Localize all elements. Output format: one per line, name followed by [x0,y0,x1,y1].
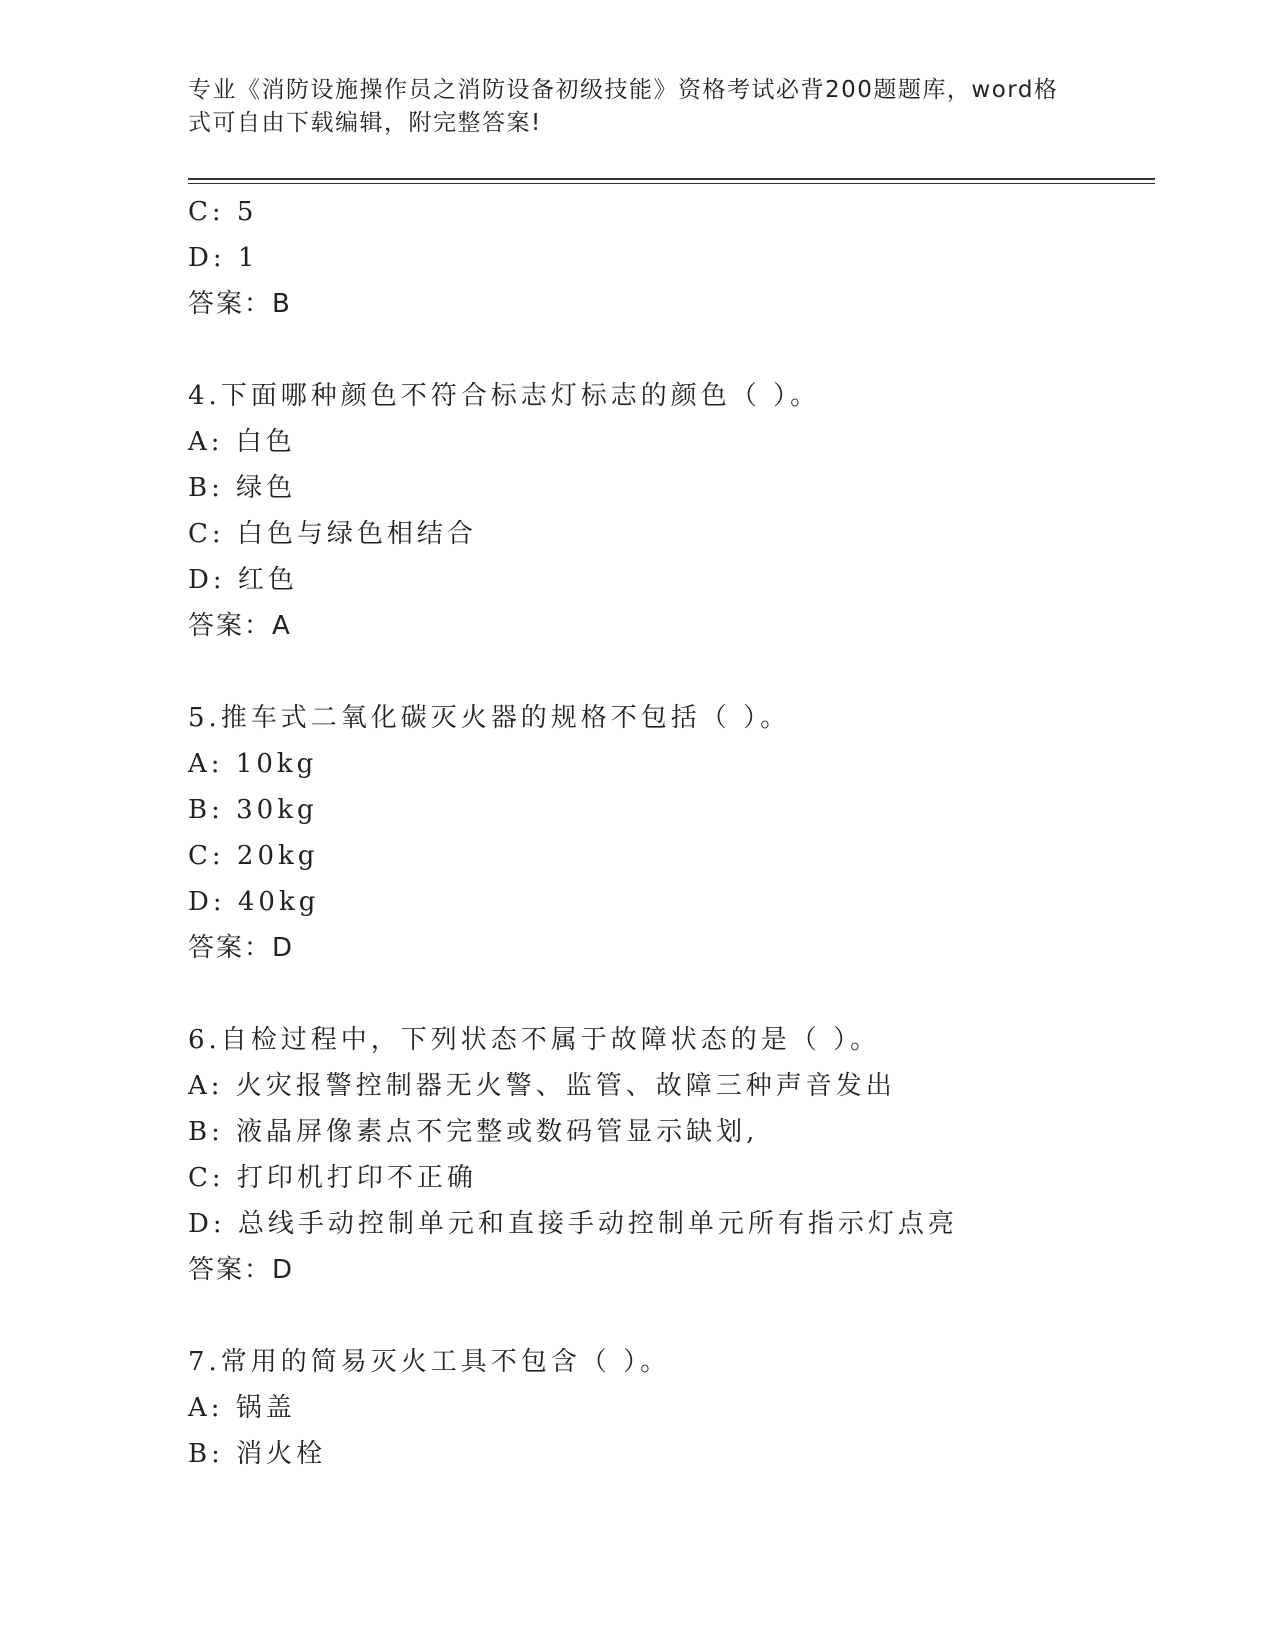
option-b: B: 消火栓 [188,1439,327,1469]
question-7 [188,1339,1148,1477]
option-c: C: 打印机打印不正确 [188,1163,477,1193]
option-d: D: 40kg [188,887,320,917]
question-5 [188,695,1148,971]
header-divider-thin [188,183,1155,184]
answer: 答案：D [188,1255,295,1285]
option-a: A: 10kg [188,749,318,779]
question-stem: 6.自检过程中，下列状态不属于故障状态的是（ ）。 [188,1025,881,1055]
answer: 答案：B [188,289,292,319]
option-a: A: 白色 [188,427,296,457]
option-b: B: 30kg [188,795,318,825]
answer: 答案：D [188,933,295,963]
header-divider [188,178,1155,180]
option-c: C: 白色与绿色相结合 [188,519,477,549]
question-stem: 5.推车式二氧化碳灭火器的规格不包括（ ）。 [188,703,791,733]
header-line-1: 专业《消防设施操作员之消防设备初级技能》资格考试必背200题题库，word格 [188,77,1059,103]
option-d: D: 1 [188,243,259,273]
answer: 答案：A [188,611,292,641]
question-6 [188,1017,1148,1293]
option-b: B: 绿色 [188,473,297,503]
document-header [188,74,1088,140]
option-c: C: 5 [188,197,258,227]
header-line-2: 式可自由下载编辑，附完整答案! [188,110,542,136]
option-d: D: 红色 [188,565,298,595]
question-stem: 7.常用的简易灭火工具不包含（ ）。 [188,1347,671,1377]
option-d: D: 总线手动控制单元和直接手动控制单元所有指示灯点亮 [188,1209,958,1239]
question-stem: 4.下面哪种颜色不符合标志灯标志的颜色（ ）。 [188,381,821,411]
option-a: A: 锅盖 [188,1393,296,1423]
question-3-continued [188,189,1148,327]
question-list [188,189,1148,1477]
option-c: C: 20kg [188,841,319,871]
question-4 [188,373,1148,649]
option-a: A: 火灾报警控制器无火警、监管、故障三种声音发出 [188,1071,896,1101]
option-b: B: 液晶屏像素点不完整或数码管显示缺划, [188,1117,759,1147]
